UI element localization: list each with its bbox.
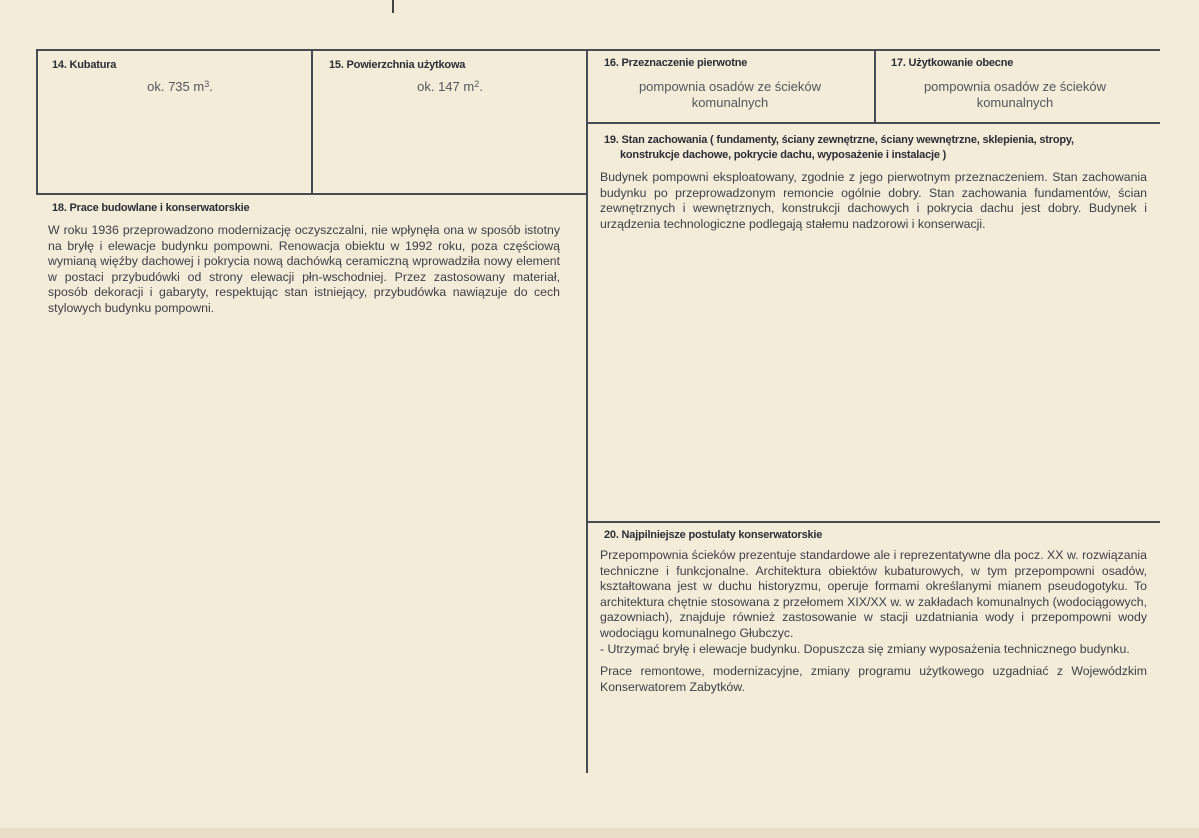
field-19-header-line2: konstrukcje dachowe, pokrycie dachu, wyposażenie i instalacje ) — [620, 149, 947, 161]
postulaty-paragraph-1: Przepompownia ścieków prezentuje standardowe ale i reprezentatywne dla pocz. XX w. rozwiązania techniczne i funkcjonalne. Architektura obiektów kubaturowych, w tym przepompowni osadów, kształtowana jest w duchu historyzmu, operuje formami określanymi mianem pseudogotyku. To architektura chętnie stosowana z przełomem XIX/XX w. w zakładach komunalnych (wodociągowych, gazowniach), znajduje również zastosowanie w stacji uzdatniania wody i przepompowni wody wodociągu komunalnego Głubczyc. — [600, 548, 1147, 640]
field-19-header-line1: 19. Stan zachowania ( fundamenty, ściany zewnętrzne, ściany wewnętrzne, sklepienia, stropy, — [604, 134, 1074, 146]
divider-16-19 — [586, 122, 1160, 124]
kubatura-tail: . — [209, 79, 213, 94]
field-20-text — [600, 548, 1147, 695]
field-15-value — [330, 79, 570, 95]
field-14-value — [60, 79, 300, 95]
kubatura-unit-exponent: 3 — [204, 79, 210, 89]
postulaty-paragraph-2: - Utrzymać bryłę i elewacje budynku. Dopuszcza się zmiany wyposażenia technicznego budynku. — [600, 641, 1130, 656]
divider-19-20 — [586, 521, 1160, 523]
powierzchnia-value: ok. 147 m — [417, 79, 475, 94]
postulaty-paragraph-3: Prace remontowe, modernizacyjne, zmiany programu użytkowego uzgadniać z Wojewódzkim Konserwatorem Zabytków. — [600, 664, 1147, 694]
top-tick-mark — [392, 0, 394, 13]
field-15-header: 15. Powierzchnia użytkowa — [329, 59, 466, 71]
field-17-value: pompownia osadów ze ścieków komunalnych — [923, 79, 1107, 110]
left-border-line — [36, 49, 38, 195]
page-bottom-edge — [0, 828, 1199, 838]
powierzchnia-unit-exponent: 2 — [474, 79, 480, 89]
prace-budowlane-paragraph: W roku 1936 przeprowadzono modernizację oczyszczalni, nie wpłynęła ona w sposób istotny na bryłę i elewacje budynku pompowni. Renowacja obiektu w 1992 roku, poza częściową wymianą więźby dachowej i pokrycia nową dachówką ceramiczną wprowadziła nowy element w postaci przybudówki od strony elewacji płn-wschodniej. Przez zastosowany materiał, sposób dekoracji i gabaryty, respektując stan istniejący, przybudówka nawiązuje do cech stylowych budynku pompowni. — [48, 223, 560, 315]
field-17-header: 17. Użytkowanie obecne — [891, 57, 1014, 69]
kubatura-value: ok. 735 m — [147, 79, 205, 94]
stan-zachowania-paragraph: Budynek pompowni eksploatowany, zgodnie z jego pierwotnym przeznaczeniem. Stan zachowania budynku po przeprowadzonym remoncie ogólnie dobry. Stan zachowania fundamentów, ścian zewnętrznych i wewnętrznych, konstrukcji dachowych i pokrycia dachu jest dobry. Budynek i urządzenia technologiczne podlegają stałemu nadzorowi i konserwacji. — [600, 170, 1147, 231]
field-18-text — [48, 223, 560, 317]
field-14-header: 14. Kubatura — [52, 59, 117, 71]
field-19-text — [600, 170, 1147, 232]
center-divider-line — [586, 49, 588, 773]
field-16-value: pompownia osadów ze ścieków komunalnych — [638, 79, 822, 110]
top-border-line — [36, 49, 1160, 51]
field-16-header: 16. Przeznaczenie pierwotne — [604, 57, 748, 69]
divider-14-15 — [311, 49, 313, 195]
divider-16-17 — [874, 49, 876, 123]
field-20-header: 20. Najpilniejsze postulaty konserwatorskie — [604, 529, 823, 541]
powierzchnia-tail: . — [479, 79, 483, 94]
field-18-header: 18. Prace budowlane i konserwatorskie — [52, 202, 250, 214]
